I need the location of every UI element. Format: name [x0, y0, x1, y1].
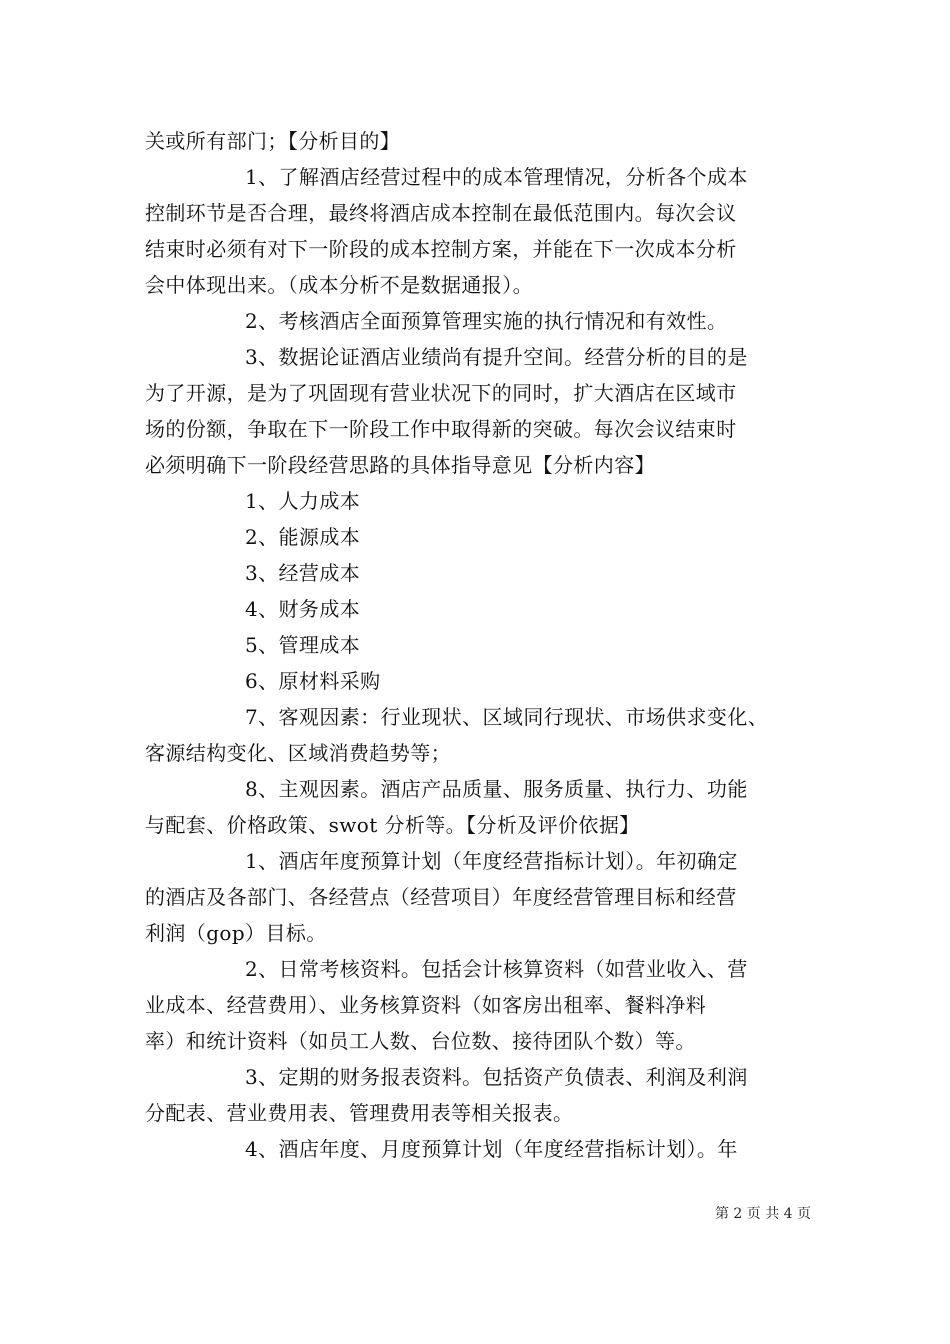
list-item: 6、原材料采购	[245, 669, 381, 693]
text-line: 1、酒店年度预算计划（年度经营指标计划）。年初确定	[245, 849, 738, 873]
list-item: 1、人力成本	[245, 489, 361, 513]
text-line: 结束时必须有对下一阶段的成本控制方案，并能在下一次成本分析	[145, 237, 737, 261]
text-line: 必须明确下一阶段经营思路的具体指导意见【分析内容】	[145, 453, 655, 477]
text-line: 为了开源，是为了巩固现有营业状况下的同时，扩大酒店在区域市	[145, 381, 737, 405]
list-item: 2、能源成本	[245, 525, 361, 549]
document-body	[145, 123, 817, 1167]
text-line: 利润（gop）目标。	[145, 921, 327, 945]
text-line: 会中体现出来。（成本分析不是数据通报）。	[145, 273, 533, 297]
text-line: 2、日常考核资料。包括会计核算资料（如营业收入、营	[245, 957, 748, 981]
list-item: 4、财务成本	[245, 597, 361, 621]
text-line: 业成本、经营费用）、业务核算资料（如客房出租率、餐料净料	[145, 993, 707, 1017]
page-number: 第 2 页 共 4 页	[714, 1206, 812, 1222]
page-footer	[0, 1203, 950, 1223]
text-line: 4、酒店年度、月度预算计划（年度经营指标计划）。年	[245, 1137, 738, 1161]
list-item: 5、管理成本	[245, 633, 361, 657]
text-line: 率）和统计资料（如员工人数、台位数、接待团队个数）等。	[145, 1029, 696, 1053]
text-line: 2、考核酒店全面预算管理实施的执行情况和有效性。	[245, 309, 728, 333]
text-line: 控制环节是否合理，最终将酒店成本控制在最低范围内。每次会议	[145, 201, 737, 225]
text-line: 3、数据论证酒店业绩尚有提升空间。经营分析的目的是	[245, 345, 748, 369]
text-line: 与配套、价格政策、swot 分析等。【分析及评价依据】	[145, 813, 640, 837]
list-item: 7、客观因素：行业现状、区域同行现状、市场供求变化、	[245, 705, 769, 729]
text-line: 3、定期的财务报表资料。包括资产负债表、利润及利润	[245, 1065, 748, 1089]
list-item: 8、主观因素。酒店产品质量、服务质量、执行力、功能	[245, 777, 748, 801]
text-line: 的酒店及各部门、各经营点（经营项目）年度经营管理目标和经营	[145, 885, 737, 909]
list-item: 3、经营成本	[245, 561, 361, 585]
text-line: 关或所有部门；【分析目的】	[145, 129, 401, 153]
text-line: 分配表、营业费用表、管理费用表等相关报表。	[145, 1101, 574, 1125]
text-line: 场的份额，争取在下一阶段工作中取得新的突破。每次会议结束时	[145, 417, 737, 441]
text-line: 1、了解酒店经营过程中的成本管理情况，分析各个成本	[245, 165, 748, 189]
text-line: 客源结构变化、区域消费趋势等；	[145, 741, 451, 765]
